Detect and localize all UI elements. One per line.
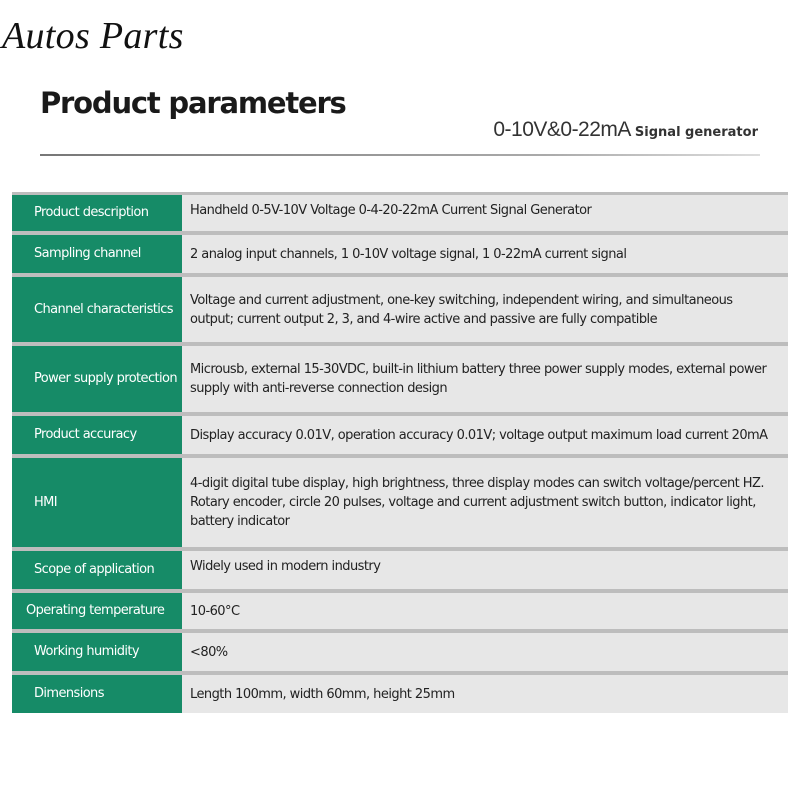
row-value: Handheld 0-5V-10V Voltage 0-4-20-22mA Current Signal Generator [190, 203, 592, 218]
table-row [12, 195, 788, 235]
row-label: HMI [12, 458, 182, 547]
table-row [12, 346, 788, 416]
table-row [12, 277, 788, 346]
title-divider [40, 154, 760, 156]
subtitle [493, 118, 758, 142]
row-value: Voltage and current adjustment, one-key switching, independent wiring, and simultaneous output; current output 2, 3, and 4-wire active and passive are fully compatible [190, 292, 733, 327]
row-value: Length 100mm, width 60mm, height 25mm [190, 686, 455, 702]
row-label: Working humidity [12, 633, 182, 671]
parameters-table [12, 192, 788, 713]
subtitle-range: 0-10V&0-22mA [493, 118, 631, 141]
row-label: Sampling channel [12, 235, 182, 273]
row-value: Widely used in modern industry [190, 559, 381, 574]
row-value: <80% [190, 644, 228, 660]
row-label: Dimensions [12, 675, 182, 713]
table-row [12, 633, 788, 675]
row-label: Channel characteristics [12, 277, 182, 342]
row-label: Product accuracy [12, 416, 182, 454]
table-row [12, 551, 788, 593]
row-value: 4-digit digital tube display, high brightness, three display modes can switch voltage/percent HZ. Rotary encoder, circle 20 pulses, voltage and current adjustment switch button, indicator light, battery indicator [190, 476, 764, 529]
table-row [12, 416, 788, 458]
page-title: Product parameters [40, 86, 346, 120]
row-value: Display accuracy 0.01V, operation accuracy 0.01V; voltage output maximum load current 20mA [190, 427, 768, 443]
table-row [12, 458, 788, 551]
row-value: Microusb, external 15-30VDC, built-in lithium battery three power supply modes, external power supply with anti-reverse connection design [190, 362, 767, 396]
watermark-text: Autos Parts [2, 15, 184, 57]
row-value: 2 analog input channels, 1 0-10V voltage signal, 1 0-22mA current signal [190, 246, 627, 262]
row-label: Power supply protection [12, 346, 182, 412]
table-row [12, 235, 788, 277]
row-label: Scope of application [12, 551, 182, 589]
row-value: 10-60°C [190, 603, 240, 619]
row-label: Product description [12, 195, 182, 231]
table-row [12, 675, 788, 713]
subtitle-kind: Signal generator [634, 125, 758, 140]
table-row [12, 593, 788, 633]
row-label: Operating temperature [12, 593, 182, 629]
